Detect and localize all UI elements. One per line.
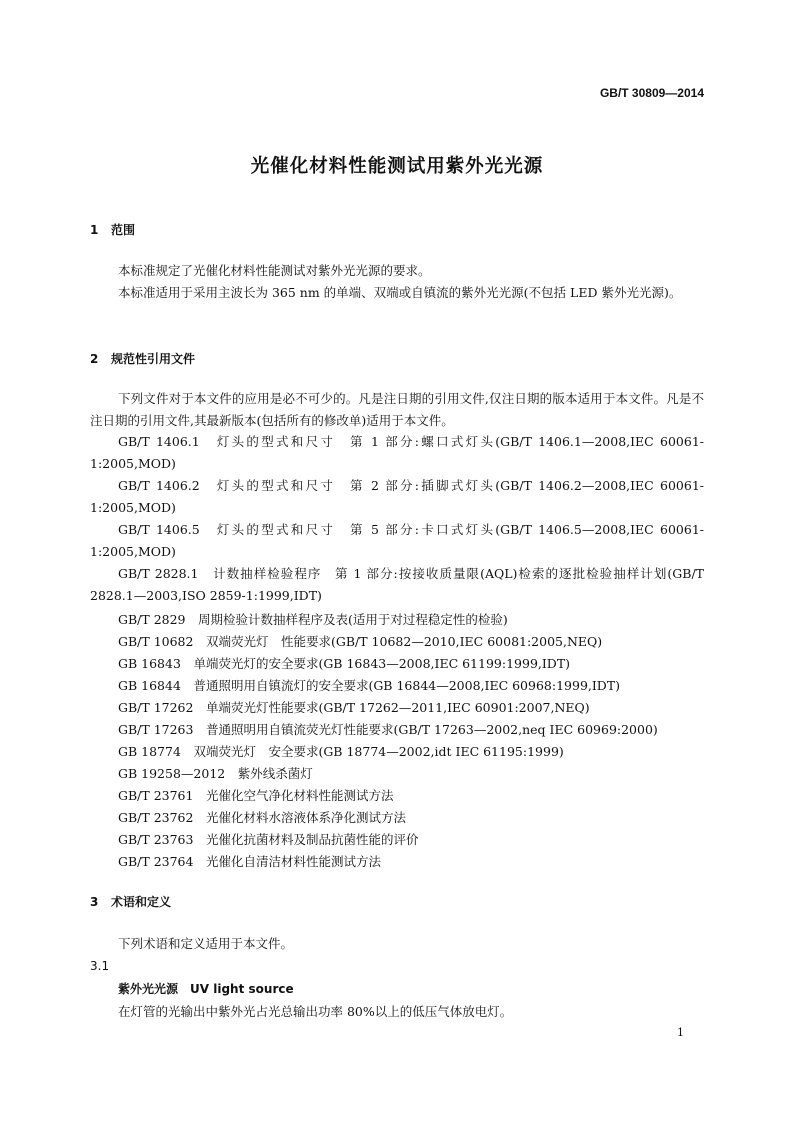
reference-item xyxy=(118,676,620,694)
reference-item xyxy=(118,720,658,738)
terms-intro: 下列术语和定义适用于本文件。 xyxy=(118,936,294,951)
reference-title: 灯头的型式和尺寸 第 1 部分:螺口式灯头(GB/T 1406.1—2008,IEC 60061-1:2005,MOD) xyxy=(90,434,705,471)
reference-item xyxy=(118,698,590,716)
page-number: 1 xyxy=(677,1026,684,1039)
reference-title: 光催化空气净化材料性能测试方法 xyxy=(205,788,394,803)
reference-code: GB/T 23764 xyxy=(118,854,194,869)
reference-item xyxy=(90,563,704,606)
reference-code: GB/T 1406.1 xyxy=(118,434,200,449)
term-name-cn: 紫外光光源 xyxy=(118,982,179,996)
reference-code: GB 18774 xyxy=(118,744,181,759)
reference-title: 紫外线杀菌灯 xyxy=(237,766,313,781)
reference-title: 灯头的型式和尺寸 第 2 部分:插脚式灯头(GB/T 1406.2—2008,IEC 60061-1:2005,MOD) xyxy=(90,478,705,515)
section-1-number: 1 xyxy=(90,223,99,237)
reference-title: 单端荧光灯性能要求(GB/T 17262—2011,IEC 60901:2007,NEQ) xyxy=(205,700,590,715)
document-title: 光催化材料性能测试用紫外光光源 xyxy=(250,156,544,177)
reference-title: 单端荧光灯的安全要求(GB 16843—2008,IEC 61199:1999,IDT) xyxy=(193,656,571,671)
term-definition: 在灯管的光输出中紫外光占光总输出功率 80%以上的低压气体放电灯。 xyxy=(118,1004,513,1019)
reference-code: GB/T 1406.5 xyxy=(118,522,200,537)
reference-item xyxy=(118,654,570,672)
normative-references-intro: 下列文件对于本文件的应用是必不可少的。凡是注日期的引用文件,仅注日期的版本适用于本文件。凡是不注日期的引用文件,其最新版本(包括所有的修改单)适用于本文件。 xyxy=(90,391,704,428)
reference-code: GB 16843 xyxy=(118,656,181,671)
term-number: 3.1 xyxy=(90,959,110,973)
scope-paragraph-1: 本标准规定了光催化材料性能测试对紫外光光源的要求。 xyxy=(118,263,431,278)
term-name xyxy=(118,980,294,997)
reference-item xyxy=(90,519,704,562)
reference-code: GB/T 2829 xyxy=(118,612,186,627)
reference-item xyxy=(118,830,419,848)
reference-item xyxy=(118,808,406,826)
section-2-number: 2 xyxy=(90,352,99,366)
reference-item xyxy=(118,632,602,650)
reference-code: GB/T 17263 xyxy=(118,722,194,737)
reference-item xyxy=(90,431,704,474)
reference-item xyxy=(118,852,381,870)
reference-title: 普通照明用自镇流灯的安全要求(GB 16844—2008,IEC 60968:1999,IDT) xyxy=(193,678,621,693)
reference-item xyxy=(118,610,508,628)
section-3-number: 3 xyxy=(90,895,99,909)
reference-title: 计数抽样检验程序 第 1 部分:按接收质量限(AQL)检索的逐批检验抽样计划(GB/T 2828.1—2003,ISO 2859-1:1999,IDT) xyxy=(90,566,704,603)
reference-code: GB/T 2828.1 xyxy=(118,566,199,581)
section-1-title: 范围 xyxy=(111,223,136,237)
section-2-title: 规范性引用文件 xyxy=(111,352,196,366)
reference-item xyxy=(90,475,704,518)
reference-title: 光催化自清洁材料性能测试方法 xyxy=(205,854,381,869)
reference-title: 双端荧光灯 性能要求(GB/T 10682—2010,IEC 60081:2005,NEQ) xyxy=(205,634,603,649)
reference-code: GB 19258—2012 xyxy=(118,766,226,781)
reference-item xyxy=(118,786,394,804)
scope-paragraph-2: 本标准适用于采用主波长为 365 nm 的单端、双端或自镇流的紫外光光源(不包括 LED 紫外光光源)。 xyxy=(118,285,682,300)
reference-title: 普通照明用自镇流荧光灯性能要求(GB/T 17263—2002,neq IEC 60969:2000) xyxy=(205,722,658,737)
section-2-heading xyxy=(90,350,195,367)
reference-code: GB/T 23761 xyxy=(118,788,194,803)
reference-title: 光催化抗菌材料及制品抗菌性能的评价 xyxy=(205,832,419,847)
reference-title: 双端荧光灯 安全要求(GB 18774—2002,idt IEC 61195:1999) xyxy=(193,744,564,759)
section-3-heading xyxy=(90,893,171,910)
reference-code: GB/T 23763 xyxy=(118,832,194,847)
reference-code: GB/T 10682 xyxy=(118,634,194,649)
reference-item xyxy=(118,764,313,782)
reference-title: 光催化材料水溶液体系净化测试方法 xyxy=(205,810,406,825)
reference-code: GB/T 1406.2 xyxy=(118,478,200,493)
reference-title: 周期检验计数抽样程序及表(适用于对过程稳定性的检验) xyxy=(198,612,508,627)
reference-code: GB/T 23762 xyxy=(118,810,194,825)
reference-code: GB/T 17262 xyxy=(118,700,194,715)
term-name-en: UV light source xyxy=(190,982,294,996)
reference-code: GB 16844 xyxy=(118,678,181,693)
standard-code: GB/T 30809—2014 xyxy=(599,86,704,100)
section-1-heading xyxy=(90,221,135,238)
reference-item xyxy=(118,742,564,760)
reference-title: 灯头的型式和尺寸 第 5 部分:卡口式灯头(GB/T 1406.5—2008,IEC 60061-1:2005,MOD) xyxy=(90,522,705,559)
section-3-title: 术语和定义 xyxy=(111,895,172,909)
